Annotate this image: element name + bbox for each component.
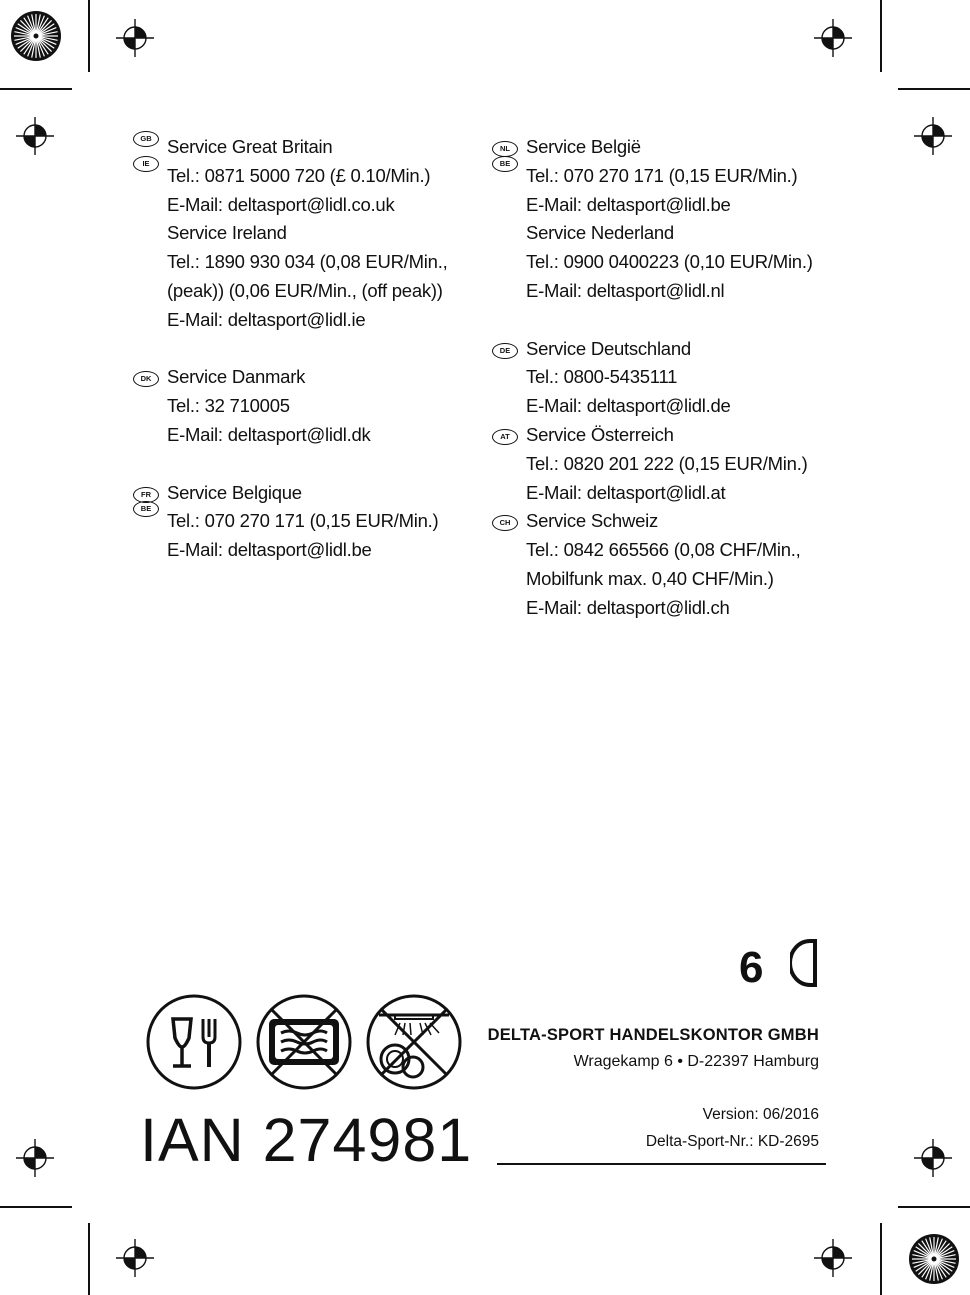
company-name: DELTA-SPORT HANDELSKONTOR GMBH (487, 1026, 819, 1044)
service-list-left (140, 133, 448, 565)
half-moon-icon (790, 938, 820, 988)
registration-mark-icon (16, 117, 54, 155)
trim-mark (898, 88, 970, 90)
registration-mark-icon (116, 19, 154, 57)
country-badge: DK (133, 371, 159, 387)
registration-mark-icon (116, 1239, 154, 1277)
service-email: E-Mail: deltasport@lidl.at (526, 481, 726, 503)
service-phone: Tel.: 1890 930 034 (0,08 EUR/Min., (167, 251, 448, 273)
trim-mark (0, 1206, 72, 1208)
service-phone-continued: (peak)) (0,06 EUR/Min., (off peak)) (167, 279, 443, 301)
service-phone: Tel.: 32 710005 (167, 395, 290, 417)
service-phone: IE Tel.: 0871 5000 720 (£ 0.10/Min.) (167, 162, 447, 191)
delta-sport-number: Delta-Sport-Nr.: KD-2695 (645, 1133, 819, 1150)
version-label: Version: 06/2016 (702, 1106, 819, 1123)
trim-mark (88, 1223, 90, 1295)
color-wheel-icon (908, 1233, 960, 1285)
service-title: Service Nederland (526, 222, 674, 244)
company-address: Wragekamp 6 • D-22397 Hamburg (573, 1053, 819, 1070)
country-badge: GB (133, 131, 159, 147)
trim-mark (898, 1206, 970, 1208)
service-email: E-Mail: deltasport@lidl.be (526, 193, 731, 215)
country-badge: AT (492, 429, 518, 445)
registration-mark-icon (814, 19, 852, 57)
trim-mark (880, 0, 882, 72)
service-phone: Tel.: 0800-5435111 (526, 366, 678, 388)
service-phone: BE Tel.: 070 270 171 (0,15 EUR/Min.) (526, 162, 813, 191)
country-badge: BE (492, 156, 518, 172)
service-email: E-Mail: deltasport@lidl.be (167, 539, 372, 561)
trim-mark (880, 1223, 882, 1295)
color-wheel-icon (10, 10, 62, 62)
country-badge: IE (133, 156, 159, 172)
page-number: 6 (739, 943, 764, 992)
country-badge: NL (492, 141, 518, 157)
country-badge: DE (492, 343, 518, 359)
food-safe-icon (145, 993, 243, 1091)
service-email: E-Mail: deltasport@lidl.co.uk (167, 193, 395, 215)
service-phone-continued: Mobilfunk max. 0,40 CHF/Min.) (526, 567, 774, 589)
trim-mark (88, 0, 90, 72)
service-phone: Tel.: 0900 0400223 (0,10 EUR/Min.) (526, 251, 813, 273)
service-title: CH Service Schweiz (526, 507, 813, 536)
service-title: NL Service België (526, 133, 813, 162)
service-block-gb-ie (140, 133, 448, 335)
divider (497, 1163, 826, 1165)
service-email: E-Mail: deltasport@lidl.de (526, 395, 731, 417)
country-badge: CH (492, 515, 518, 531)
registration-mark-icon (914, 117, 952, 155)
service-email: E-Mail: deltasport@lidl.ie (167, 308, 366, 330)
no-dishwasher-icon (365, 993, 463, 1091)
service-phone: BE Tel.: 070 270 171 (0,15 EUR/Min.) (167, 507, 447, 536)
service-email: E-Mail: deltasport@lidl.dk (167, 423, 371, 445)
no-microwave-icon (255, 993, 353, 1091)
service-block-ch (499, 507, 813, 622)
service-title: DE Service Deutschland (526, 335, 813, 364)
service-phone: Tel.: 0842 665566 (0,08 CHF/Min., (526, 539, 801, 561)
service-block-fr-be (140, 479, 447, 565)
service-email: E-Mail: deltasport@lidl.nl (526, 279, 725, 301)
service-phone: Tel.: 0820 201 222 (0,15 EUR/Min.) (526, 452, 808, 474)
service-block-de (499, 335, 813, 421)
service-title: FR Service Belgique (167, 479, 447, 508)
registration-mark-icon (914, 1139, 952, 1177)
country-badge: BE (133, 501, 159, 517)
country-badge: FR (133, 487, 159, 503)
service-block-nl-be (499, 133, 813, 306)
service-title: GB Service Great Britain (167, 133, 447, 162)
service-email: E-Mail: deltasport@lidl.ch (526, 596, 730, 618)
service-title: DK Service Danmark (167, 363, 447, 392)
service-block-at (500, 421, 813, 507)
trim-mark (0, 88, 72, 90)
service-block-dk (140, 363, 447, 449)
ian-number: IAN 274981 (140, 1106, 473, 1174)
service-list-right (499, 133, 813, 623)
registration-mark-icon (814, 1239, 852, 1277)
registration-mark-icon (16, 1139, 54, 1177)
service-title: Service Ireland (167, 222, 287, 244)
service-title: AT Service Österreich (526, 421, 813, 450)
